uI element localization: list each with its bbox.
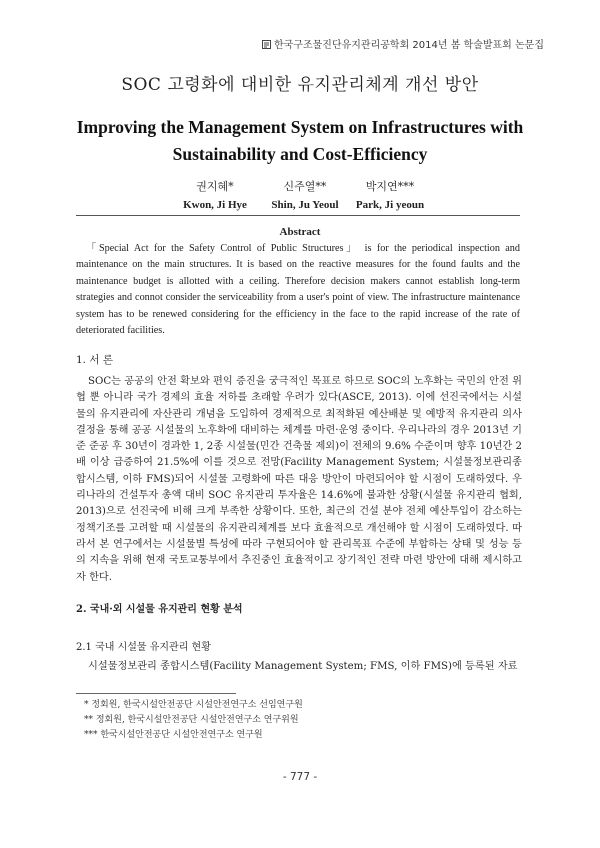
- document-header-icon: [262, 40, 271, 49]
- author-1-name-ko: 권지혜*: [196, 180, 234, 193]
- footnote-divider: [76, 693, 236, 694]
- section-1-body: SOC는 공공의 안전 확보와 편익 증진을 궁극적인 목표로 하므로 SOC의 노후화는 국민의 안전 위협 뿐 아니라 국가 경제의 효율 저하를 초래할 우려가 있다(ASCE, 2013). 이에 선진국에서는 시설물의 유지관리에 자산관리 개념을 도입하여 경제적으로 최적화된 예산배분 및 예방적 유지관리 의사결정을 통해 공공 시설물의 노후화에 대비하는 체계를 마련·운영 중이다. 우리나라의 경우 2013년 기준 준공 후 30년이 경과한 1, 2종 시설물(민간 건축물 제외)이 전체의 9.6% 수준이며 향후 10년간 2배 이상 급증하여 21.5%에 이를 것으로 전망(Facility Management System; 시설물정보관리종합시스템, 이하 FMS)되어 시설물 고령화에 따른 대응 방안이 마련되어야 할 시점이 도래하였다. 우리나라의 건설투자 총액 대비 SOC 유지관리 투자율은 14.6%에 불과한 상황(시설물 유지관리 협회, 2013)으로 선진국에 비해 크게 부족한 상황이다. 또한, 최근의 건설 분야 전체 예산투입이 감소하는 정책기조를 고려할 때 시설물의 유지관리체계를 보다 효율적으로 개선해야 할 시점이 도래하였다. 따라서 본 연구에서는 시설물별 특성에 따라 구현되어야 할 관리목표 수준에 부합하는 상태 및 성능 등의 지속을 위해 현재 국토교통부에서 추진중인 효율적이고 장기적인 전략 마련 방안에 대해 제시하고자 한다.: [76, 376, 522, 583]
- author-3: [325, 178, 455, 214]
- section-1-heading: 1. 서 론: [76, 354, 113, 366]
- paper-title-korean: SOC 고령화에 대비한 유지관리체계 개선 방안: [121, 75, 479, 95]
- author-2-name-en: Shin, Ju Yeoul: [271, 199, 339, 211]
- footnote-2: ** 정회원, 한국시설안전공단 시설안전연구소 연구위원: [84, 715, 299, 725]
- paper-title-english: [70, 114, 530, 168]
- abstract-body: 「Special Act for the Safety Control of Public Structures」 is for the periodical inspection and maintenance on the main structures. It is based on the reactive measures for the found faults and the maintenance budget is allotted with a ceiling. Therefore decision makers cannot establish long-term strategies and connot consider the serviceability from a user's point of view. The infrastructure maintenance system has to be renewed considering for the efficiency in the face to the rapid increase of the rate of deteriorated facilities.: [76, 243, 520, 337]
- author-3-name-ko: 박지연***: [365, 180, 415, 193]
- footnote-1: * 정회원, 한국시설안전공단 시설안전연구소 선임연구원: [84, 700, 303, 710]
- section-2-1-body: 시설물정보관리 종합시스템(Facility Management System; FMS, 이하 FMS)에 등록된 자료: [88, 661, 518, 672]
- author-1-name-en: Kwon, Ji Hye: [183, 199, 247, 211]
- title-en-line-2: Sustainability and Cost-Efficiency: [172, 144, 428, 164]
- title-en-line-1: Improving the Management System on Infrastructures with: [76, 117, 524, 137]
- header-divider: [76, 215, 520, 216]
- section-2-1-heading: 2.1 국내 시설물 유지관리 현황: [76, 642, 211, 653]
- abstract-heading: Abstract: [279, 226, 321, 238]
- running-header: [262, 36, 544, 51]
- author-3-name-en: Park, Ji yeoun: [355, 199, 425, 211]
- running-header-text: 한국구조물진단유지관리공학회 2014년 봄 학술발표회 논문집: [273, 40, 544, 51]
- author-2-name-ko: 신주열**: [283, 180, 327, 193]
- section-2-heading: 2. 국내·외 시설물 유지관리 현황 분석: [76, 604, 243, 615]
- page-number: - 777 -: [282, 771, 318, 783]
- footnote-3: *** 한국시설안전공단 시설안전연구소 연구원: [84, 730, 263, 740]
